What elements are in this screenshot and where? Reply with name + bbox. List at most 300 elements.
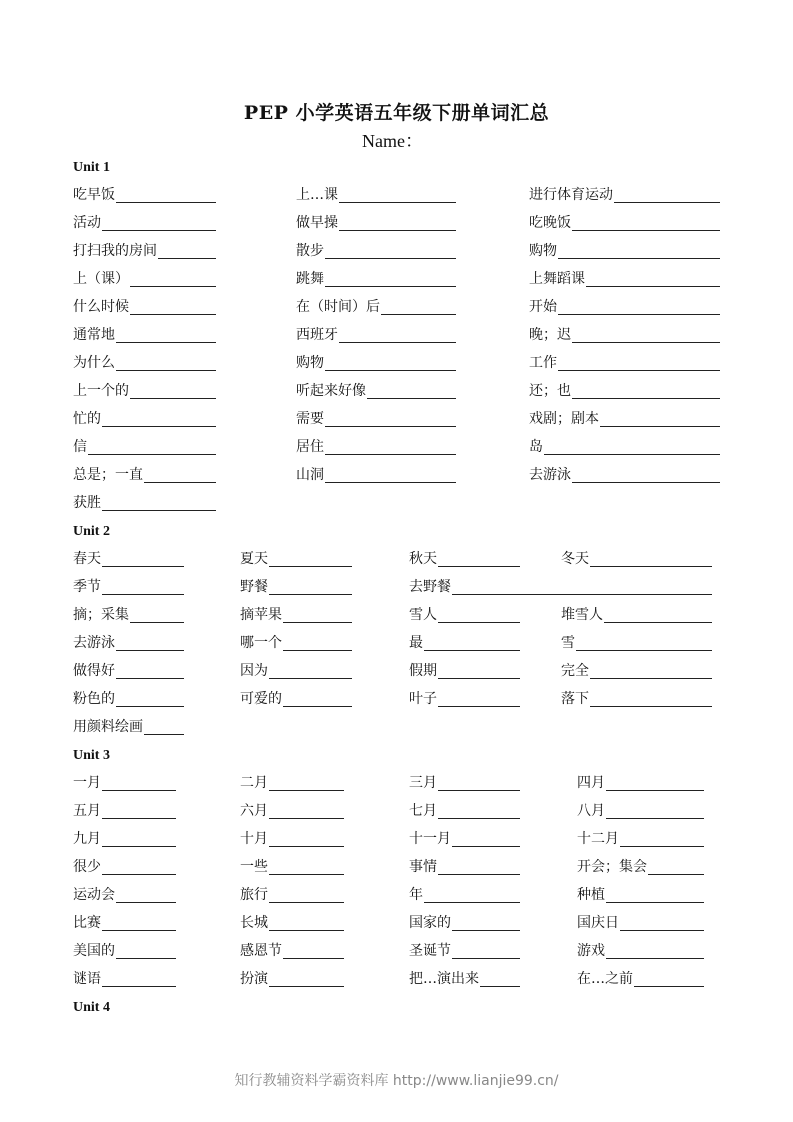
vocab-prompt: 开会；集会 [577, 859, 647, 875]
vocab-item [73, 212, 216, 234]
answer-blank[interactable] [452, 930, 520, 931]
vocab-item [409, 660, 520, 682]
vocab-prompt: 冬天 [561, 551, 589, 567]
vocab-prompt: 堆雪人 [561, 607, 603, 623]
answer-blank[interactable] [116, 202, 216, 203]
vocab-row [0, 240, 793, 262]
answer-blank[interactable] [116, 706, 184, 707]
vocab-prompt: 什么时候 [73, 299, 129, 315]
vocab-item [529, 184, 720, 206]
vocab-prompt: 做早操 [296, 215, 338, 231]
answer-blank[interactable] [438, 566, 520, 567]
vocab-row [0, 380, 793, 402]
vocab-item [529, 212, 720, 234]
vocab-prompt: 可爱的 [240, 691, 282, 707]
vocab-item [73, 436, 216, 458]
vocab-item [529, 240, 720, 262]
vocab-row [0, 184, 793, 206]
vocab-item [73, 576, 184, 598]
vocab-item [73, 912, 176, 934]
vocab-prompt: 三月 [409, 775, 437, 791]
vocab-prompt: 假期 [409, 663, 437, 679]
vocab-prompt: 夏天 [240, 551, 268, 567]
vocab-item [409, 856, 520, 878]
answer-blank[interactable] [269, 790, 344, 791]
vocab-prompt: 摘；采集 [73, 607, 129, 623]
vocab-item [296, 464, 456, 486]
vocab-row [0, 884, 793, 906]
answer-blank[interactable] [116, 902, 176, 903]
vocab-prompt: 旅行 [240, 887, 268, 903]
vocab-item [73, 184, 216, 206]
vocab-item [73, 772, 176, 794]
answer-blank[interactable] [620, 930, 704, 931]
vocab-item [240, 604, 352, 626]
vocab-item [577, 800, 704, 822]
footer-watermark: 知行教辅资料学霸资料库 http://www.lianjie99.cn/ [234, 1073, 559, 1089]
vocab-prompt: 在…之前 [577, 971, 633, 987]
vocab-item [240, 576, 352, 598]
vocab-prompt: 需要 [296, 411, 324, 427]
answer-blank[interactable] [102, 790, 176, 791]
vocab-prompt: 总是；一直 [73, 467, 143, 483]
vocab-item [73, 632, 184, 654]
vocab-row [0, 268, 793, 290]
answer-blank[interactable] [381, 314, 456, 315]
vocab-item [409, 828, 520, 850]
vocab-prompt: 十一月 [409, 831, 451, 847]
vocab-prompt: 国庆日 [577, 915, 619, 931]
vocab-prompt: 八月 [577, 803, 605, 819]
vocab-item [296, 240, 456, 262]
vocab-item [409, 800, 520, 822]
vocab-item [240, 968, 344, 990]
answer-blank[interactable] [158, 258, 216, 259]
vocab-prompt: 长城 [240, 915, 268, 931]
vocab-prompt: 一月 [73, 775, 101, 791]
vocab-item [409, 940, 520, 962]
vocab-item [529, 380, 720, 402]
answer-blank[interactable] [325, 370, 456, 371]
answer-blank[interactable] [620, 846, 704, 847]
answer-blank[interactable] [116, 650, 184, 651]
vocab-prompt: 获胜 [73, 495, 101, 511]
vocab-item [73, 828, 176, 850]
answer-blank[interactable] [116, 958, 176, 959]
vocab-row [0, 604, 793, 626]
answer-blank[interactable] [367, 398, 456, 399]
answer-blank[interactable] [283, 706, 352, 707]
vocab-prompt: 十月 [240, 831, 268, 847]
answer-blank[interactable] [438, 818, 520, 819]
vocab-prompt: 五月 [73, 803, 101, 819]
vocab-prompt: 叶子 [409, 691, 437, 707]
answer-blank[interactable] [438, 790, 520, 791]
vocab-prompt: 扮演 [240, 971, 268, 987]
vocab-item [296, 268, 456, 290]
vocab-prompt: 哪一个 [240, 635, 282, 651]
vocab-row [0, 464, 793, 486]
vocab-row [0, 548, 793, 570]
vocab-prompt: 一些 [240, 859, 268, 875]
vocab-item [577, 912, 704, 934]
vocab-item [561, 632, 712, 654]
answer-blank[interactable] [606, 902, 704, 903]
vocab-item [529, 268, 720, 290]
vocab-item [73, 380, 216, 402]
answer-blank[interactable] [102, 874, 176, 875]
vocab-prompt: 做得好 [73, 663, 115, 679]
vocab-row [0, 772, 793, 794]
vocab-prompt: 去游泳 [529, 467, 571, 483]
vocab-prompt: 粉色的 [73, 691, 115, 707]
vocab-item [577, 828, 704, 850]
answer-blank[interactable] [558, 370, 720, 371]
vocab-row [0, 576, 793, 598]
answer-blank[interactable] [269, 566, 352, 567]
answer-blank[interactable] [452, 846, 520, 847]
vocab-item [73, 716, 184, 738]
answer-blank[interactable] [452, 594, 712, 595]
vocab-prompt: 还；也 [529, 383, 571, 399]
vocab-prompt: 去游泳 [73, 635, 115, 651]
vocab-item [577, 940, 704, 962]
page-title: PEP 小学英语五年级下册单词汇总 [243, 102, 550, 124]
answer-blank[interactable] [269, 986, 344, 987]
vocab-prompt: 季节 [73, 579, 101, 595]
vocab-item [529, 296, 720, 318]
vocab-prompt: 购物 [296, 355, 324, 371]
vocab-prompt: 秋天 [409, 551, 437, 567]
vocab-item [296, 296, 456, 318]
answer-blank[interactable] [590, 566, 712, 567]
answer-blank[interactable] [576, 650, 712, 651]
vocab-item [240, 800, 344, 822]
vocab-prompt: 吃早饭 [73, 187, 115, 203]
answer-blank[interactable] [648, 874, 704, 875]
answer-blank[interactable] [339, 342, 456, 343]
vocab-item [296, 352, 456, 374]
vocab-prompt: 四月 [577, 775, 605, 791]
answer-blank[interactable] [604, 622, 712, 623]
vocab-prompt: 吃晚饭 [529, 215, 571, 231]
vocab-prompt: 跳舞 [296, 271, 324, 287]
answer-blank[interactable] [339, 202, 456, 203]
vocab-item [577, 968, 704, 990]
vocab-item [240, 940, 344, 962]
vocab-prompt: 购物 [529, 243, 557, 259]
answer-blank[interactable] [558, 258, 720, 259]
unit-heading: Unit 2 [73, 524, 110, 539]
vocab-item [240, 632, 352, 654]
vocab-prompt: 上舞蹈课 [529, 271, 585, 287]
vocab-prompt: 种植 [577, 887, 605, 903]
vocab-item [409, 604, 520, 626]
vocab-row [0, 828, 793, 850]
answer-blank[interactable] [269, 846, 344, 847]
vocab-prompt: 很少 [73, 859, 101, 875]
vocab-item [409, 912, 520, 934]
vocab-prompt: 感恩节 [240, 943, 282, 959]
vocab-item [73, 940, 176, 962]
answer-blank[interactable] [269, 818, 344, 819]
answer-blank[interactable] [325, 482, 456, 483]
vocab-prompt: 国家的 [409, 915, 451, 931]
vocab-item [73, 296, 216, 318]
vocab-prompt: 因为 [240, 663, 268, 679]
answer-blank[interactable] [590, 706, 712, 707]
answer-blank[interactable] [116, 342, 216, 343]
vocab-row [0, 436, 793, 458]
answer-blank[interactable] [606, 790, 704, 791]
answer-blank[interactable] [130, 314, 216, 315]
answer-blank[interactable] [480, 986, 520, 987]
vocab-prompt: 完全 [561, 663, 589, 679]
answer-blank[interactable] [325, 454, 456, 455]
answer-blank[interactable] [558, 314, 720, 315]
vocab-prompt: 上…课 [296, 187, 338, 203]
vocab-row [0, 912, 793, 934]
vocab-prompt: 为什么 [73, 355, 115, 371]
vocab-item [73, 968, 176, 990]
answer-blank[interactable] [614, 202, 720, 203]
vocab-row [0, 408, 793, 430]
vocab-item [409, 576, 712, 598]
vocab-prompt: 游戏 [577, 943, 605, 959]
answer-blank[interactable] [269, 678, 352, 679]
vocab-item [73, 604, 184, 626]
answer-blank[interactable] [544, 454, 720, 455]
vocab-row [0, 856, 793, 878]
answer-blank[interactable] [102, 510, 216, 511]
vocab-row [0, 800, 793, 822]
vocab-prompt: 雪 [561, 635, 575, 651]
answer-blank[interactable] [130, 286, 216, 287]
answer-blank[interactable] [102, 594, 184, 595]
vocab-item [409, 632, 520, 654]
vocab-item [529, 436, 720, 458]
vocab-item [73, 660, 184, 682]
vocab-prompt: 开始 [529, 299, 557, 315]
answer-blank[interactable] [102, 986, 176, 987]
vocab-item [240, 884, 344, 906]
vocab-prompt: 上（课） [73, 271, 129, 287]
vocab-prompt: 听起来好像 [296, 383, 366, 399]
vocab-item [561, 688, 712, 710]
vocab-prompt: 运动会 [73, 887, 115, 903]
vocab-prompt: 野餐 [240, 579, 268, 595]
answer-blank[interactable] [88, 454, 216, 455]
vocab-item [296, 408, 456, 430]
answer-blank[interactable] [424, 650, 520, 651]
vocab-item [529, 464, 720, 486]
vocab-prompt: 上一个的 [73, 383, 129, 399]
vocab-prompt: 忙的 [73, 411, 101, 427]
vocab-item [529, 352, 720, 374]
vocab-prompt: 居住 [296, 439, 324, 455]
vocab-item [296, 324, 456, 346]
vocab-prompt: 山洞 [296, 467, 324, 483]
answer-blank[interactable] [283, 650, 352, 651]
answer-blank[interactable] [339, 230, 456, 231]
vocab-item [73, 240, 216, 262]
answer-blank[interactable] [325, 426, 456, 427]
answer-blank[interactable] [325, 258, 456, 259]
answer-blank[interactable] [424, 902, 520, 903]
vocab-prompt: 七月 [409, 803, 437, 819]
answer-blank[interactable] [269, 902, 344, 903]
vocab-item [73, 548, 184, 570]
vocab-item [240, 688, 352, 710]
answer-blank[interactable] [130, 622, 184, 623]
vocab-row [0, 968, 793, 990]
vocab-prompt: 美国的 [73, 943, 115, 959]
vocab-prompt: 用颜料绘画 [73, 719, 143, 735]
vocab-item [577, 772, 704, 794]
vocab-item [409, 548, 520, 570]
vocab-prompt: 最 [409, 635, 423, 651]
answer-blank[interactable] [572, 342, 720, 343]
vocab-row [0, 632, 793, 654]
vocab-prompt: 活动 [73, 215, 101, 231]
vocab-row [0, 716, 793, 738]
answer-blank[interactable] [144, 734, 184, 735]
answer-blank[interactable] [438, 678, 520, 679]
vocab-row [0, 352, 793, 374]
vocab-prompt: 西班牙 [296, 327, 338, 343]
vocab-item [561, 604, 712, 626]
vocab-item [240, 660, 352, 682]
vocab-item [409, 884, 520, 906]
answer-blank[interactable] [283, 958, 344, 959]
answer-blank[interactable] [590, 678, 712, 679]
vocab-item [529, 408, 720, 430]
unit-heading: Unit 4 [73, 1000, 110, 1015]
answer-blank[interactable] [572, 398, 720, 399]
vocab-item [561, 548, 712, 570]
vocab-item [240, 772, 344, 794]
answer-blank[interactable] [606, 818, 704, 819]
answer-blank[interactable] [102, 566, 184, 567]
vocab-item [240, 548, 352, 570]
vocab-item [529, 324, 720, 346]
vocab-item [296, 380, 456, 402]
vocab-item [73, 408, 216, 430]
answer-blank[interactable] [102, 930, 176, 931]
vocab-prompt: 工作 [529, 355, 557, 371]
vocab-prompt: 九月 [73, 831, 101, 847]
vocab-prompt: 摘苹果 [240, 607, 282, 623]
vocab-item [73, 884, 176, 906]
vocab-item [409, 688, 520, 710]
vocab-item [240, 856, 344, 878]
vocab-prompt: 二月 [240, 775, 268, 791]
vocab-prompt: 雪人 [409, 607, 437, 623]
vocab-item [561, 660, 712, 682]
answer-blank[interactable] [452, 958, 520, 959]
answer-blank[interactable] [283, 622, 352, 623]
vocab-prompt: 年 [409, 887, 423, 903]
vocab-item [240, 828, 344, 850]
vocab-prompt: 散步 [296, 243, 324, 259]
answer-blank[interactable] [130, 398, 216, 399]
vocab-row [0, 660, 793, 682]
answer-blank[interactable] [606, 958, 704, 959]
vocab-prompt: 把…演出来 [409, 971, 479, 987]
vocab-prompt: 谜语 [73, 971, 101, 987]
vocab-item [296, 436, 456, 458]
answer-blank[interactable] [438, 706, 520, 707]
answer-blank[interactable] [438, 874, 520, 875]
vocab-prompt: 落下 [561, 691, 589, 707]
vocab-item [73, 492, 216, 514]
answer-blank[interactable] [438, 622, 520, 623]
vocab-prompt: 圣诞节 [409, 943, 451, 959]
vocab-prompt: 通常地 [73, 327, 115, 343]
answer-blank[interactable] [634, 986, 704, 987]
vocab-item [73, 352, 216, 374]
vocab-item [577, 884, 704, 906]
answer-blank[interactable] [102, 230, 216, 231]
vocab-row [0, 212, 793, 234]
vocab-prompt: 在（时间）后 [296, 299, 380, 315]
answer-blank[interactable] [269, 594, 352, 595]
unit-heading: Unit 1 [73, 160, 110, 175]
vocab-row [0, 324, 793, 346]
vocab-item [409, 772, 520, 794]
vocab-item [240, 912, 344, 934]
answer-blank[interactable] [102, 818, 176, 819]
vocab-row [0, 688, 793, 710]
vocab-prompt: 进行体育运动 [529, 187, 613, 203]
answer-blank[interactable] [102, 846, 176, 847]
vocab-item [73, 800, 176, 822]
answer-blank[interactable] [600, 426, 720, 427]
vocab-prompt: 戏剧；剧本 [529, 411, 599, 427]
vocab-item [296, 212, 456, 234]
vocab-prompt: 事情 [409, 859, 437, 875]
vocab-item [73, 324, 216, 346]
vocab-prompt: 十二月 [577, 831, 619, 847]
vocab-item [73, 856, 176, 878]
answer-blank[interactable] [572, 482, 720, 483]
vocab-item [296, 184, 456, 206]
answer-blank[interactable] [116, 370, 216, 371]
answer-blank[interactable] [269, 874, 344, 875]
vocab-item [73, 464, 216, 486]
answer-blank[interactable] [144, 482, 216, 483]
answer-blank[interactable] [102, 426, 216, 427]
answer-blank[interactable] [572, 230, 720, 231]
vocab-row [0, 296, 793, 318]
answer-blank[interactable] [586, 286, 720, 287]
answer-blank[interactable] [269, 930, 344, 931]
answer-blank[interactable] [116, 678, 184, 679]
answer-blank[interactable] [325, 286, 456, 287]
vocab-row [0, 940, 793, 962]
vocab-prompt: 六月 [240, 803, 268, 819]
vocab-prompt: 春天 [73, 551, 101, 567]
vocab-prompt: 晚；迟 [529, 327, 571, 343]
vocab-row [0, 492, 793, 514]
vocab-prompt: 打扫我的房间 [73, 243, 157, 259]
name-label: Name： [362, 131, 423, 151]
vocab-prompt: 去野餐 [409, 579, 451, 595]
vocab-prompt: 岛 [529, 439, 543, 455]
vocab-item [409, 968, 520, 990]
vocab-item [73, 268, 216, 290]
unit-heading: Unit 3 [73, 748, 110, 763]
